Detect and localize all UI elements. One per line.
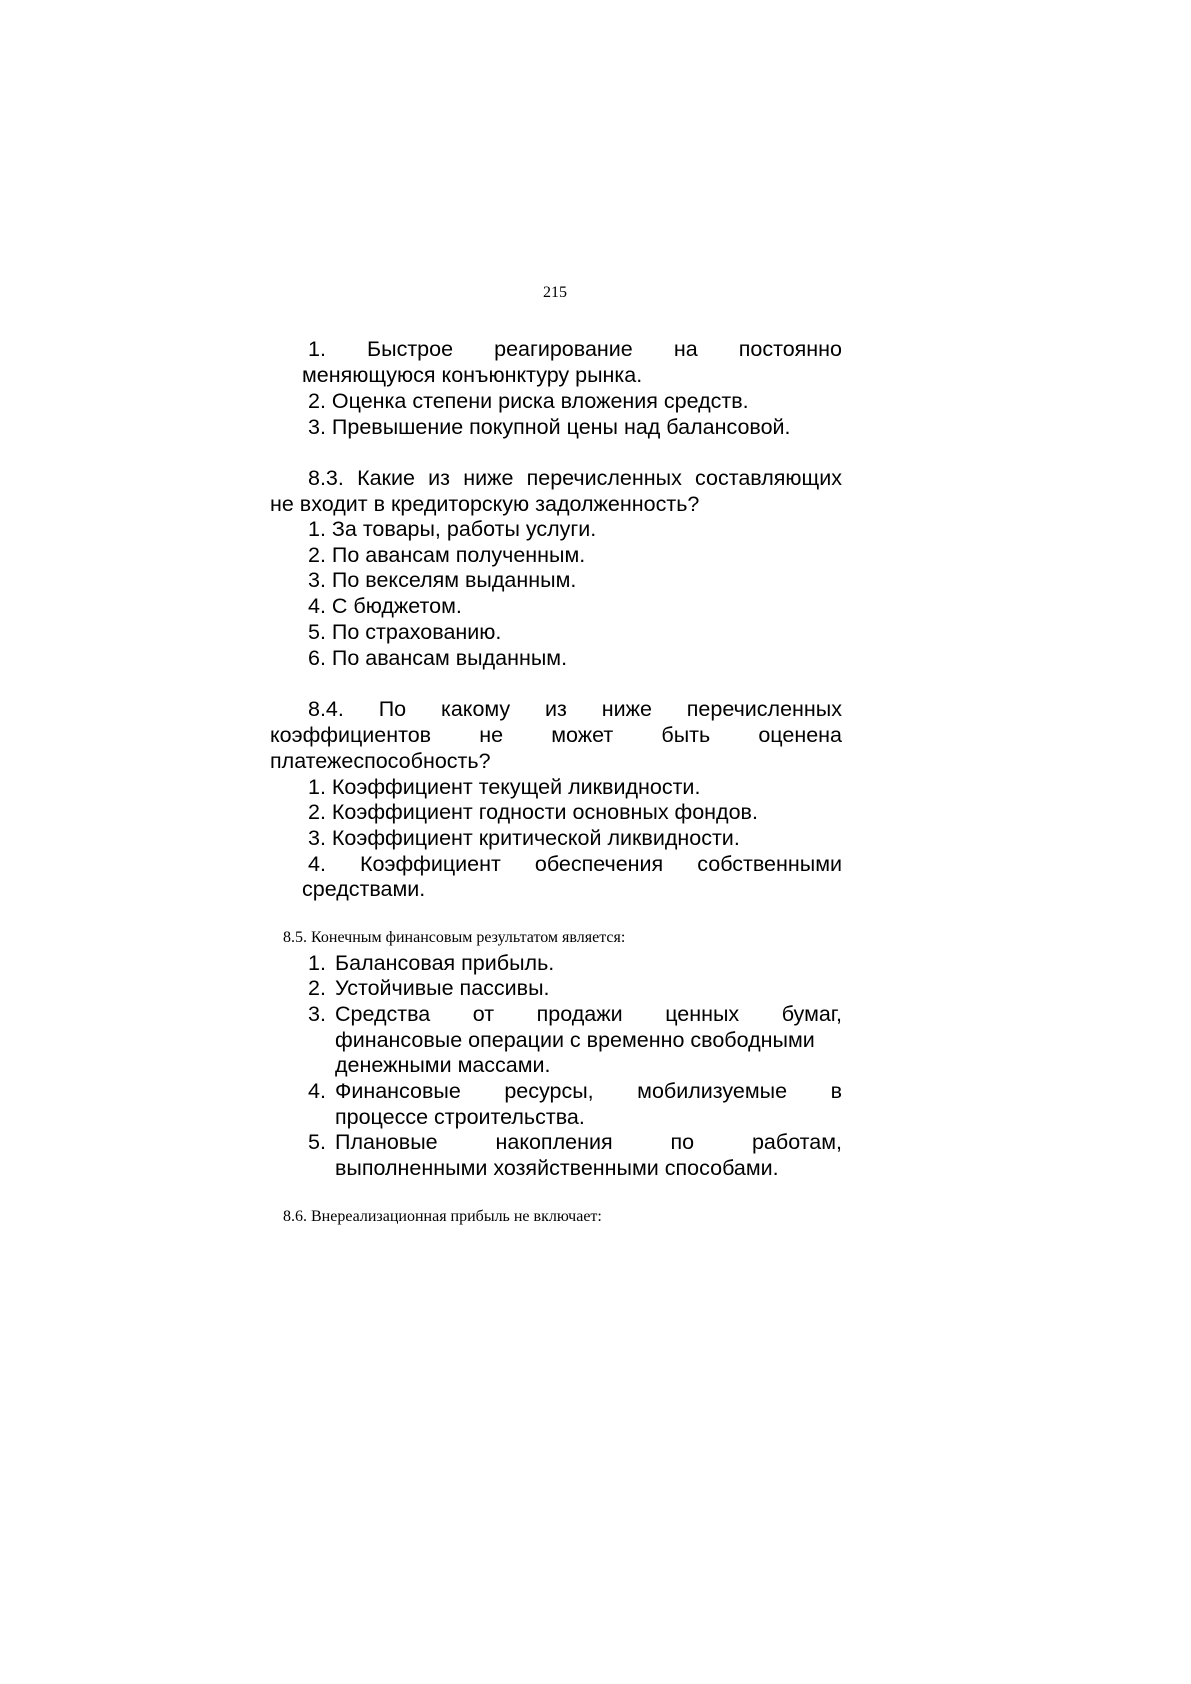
question-8-5-title: 8.5. Конечным финансовым результатом является: — [283, 929, 626, 946]
list-item: 2. Оценка степени риска вложения средств. — [308, 389, 749, 413]
question-8-4-line: 8.4. По какому из ниже перечисленных — [308, 697, 842, 721]
list-item: Устойчивые пассивы. — [335, 976, 550, 1000]
list-item: 3. Коэффициент критической ликвидности. — [308, 826, 740, 850]
list-item: Балансовая прибыль. — [335, 951, 555, 975]
list-item-line: процессе строительства. — [335, 1105, 585, 1129]
list-item: 2. По авансам полученным. — [308, 543, 586, 567]
question-8-3-line: не входит в кредиторскую задолженность? — [270, 492, 700, 516]
list-item: 5. По страхованию. — [308, 620, 502, 644]
list-item-line: 1. Быстрое реагирование на постоянно — [308, 337, 842, 361]
list-item-line: Финансовые ресурсы, мобилизуемые в — [335, 1079, 842, 1103]
list-number: 4. — [308, 1079, 326, 1103]
question-8-4-line: коэффициентов не может быть оценена — [270, 723, 842, 747]
list-item: 1. За товары, работы услуги. — [308, 517, 597, 541]
list-item-line: Средства от продажи ценных бумаг, — [335, 1002, 842, 1026]
question-8-4-line: платежеспособность? — [270, 749, 491, 773]
list-item: 6. По авансам выданным. — [308, 646, 568, 670]
list-item-line: денежными массами. — [335, 1053, 551, 1077]
list-item-line: средствами. — [302, 877, 426, 901]
list-number: 5. — [308, 1130, 326, 1154]
list-item: 2. Коэффициент годности основных фондов. — [308, 800, 758, 824]
list-number: 2. — [308, 976, 326, 1000]
list-item: 3. Превышение покупной цены над балансовой. — [308, 415, 791, 439]
list-number: 3. — [308, 1002, 326, 1026]
list-item-line: финансовые операции с временно свободными — [335, 1028, 815, 1052]
question-8-6-title: 8.6. Внереализационная прибыль не включает: — [283, 1208, 602, 1225]
list-item: 4. С бюджетом. — [308, 594, 462, 618]
list-item-line: выполненными хозяйственными способами. — [335, 1156, 779, 1180]
question-8-3-line: 8.3. Какие из ниже перечисленных составляющих — [308, 466, 842, 490]
list-item-line: Плановые накопления по работам, — [335, 1130, 842, 1154]
list-item-line: 4. Коэффициент обеспечения собственными — [308, 852, 842, 876]
list-item-line: меняющуюся конъюнктуру рынка. — [302, 363, 643, 387]
page-number: 215 — [543, 284, 567, 301]
list-item: 3. По векселям выданным. — [308, 568, 577, 592]
list-number: 1. — [308, 951, 326, 975]
list-item: 1. Коэффициент текущей ликвидности. — [308, 775, 701, 799]
